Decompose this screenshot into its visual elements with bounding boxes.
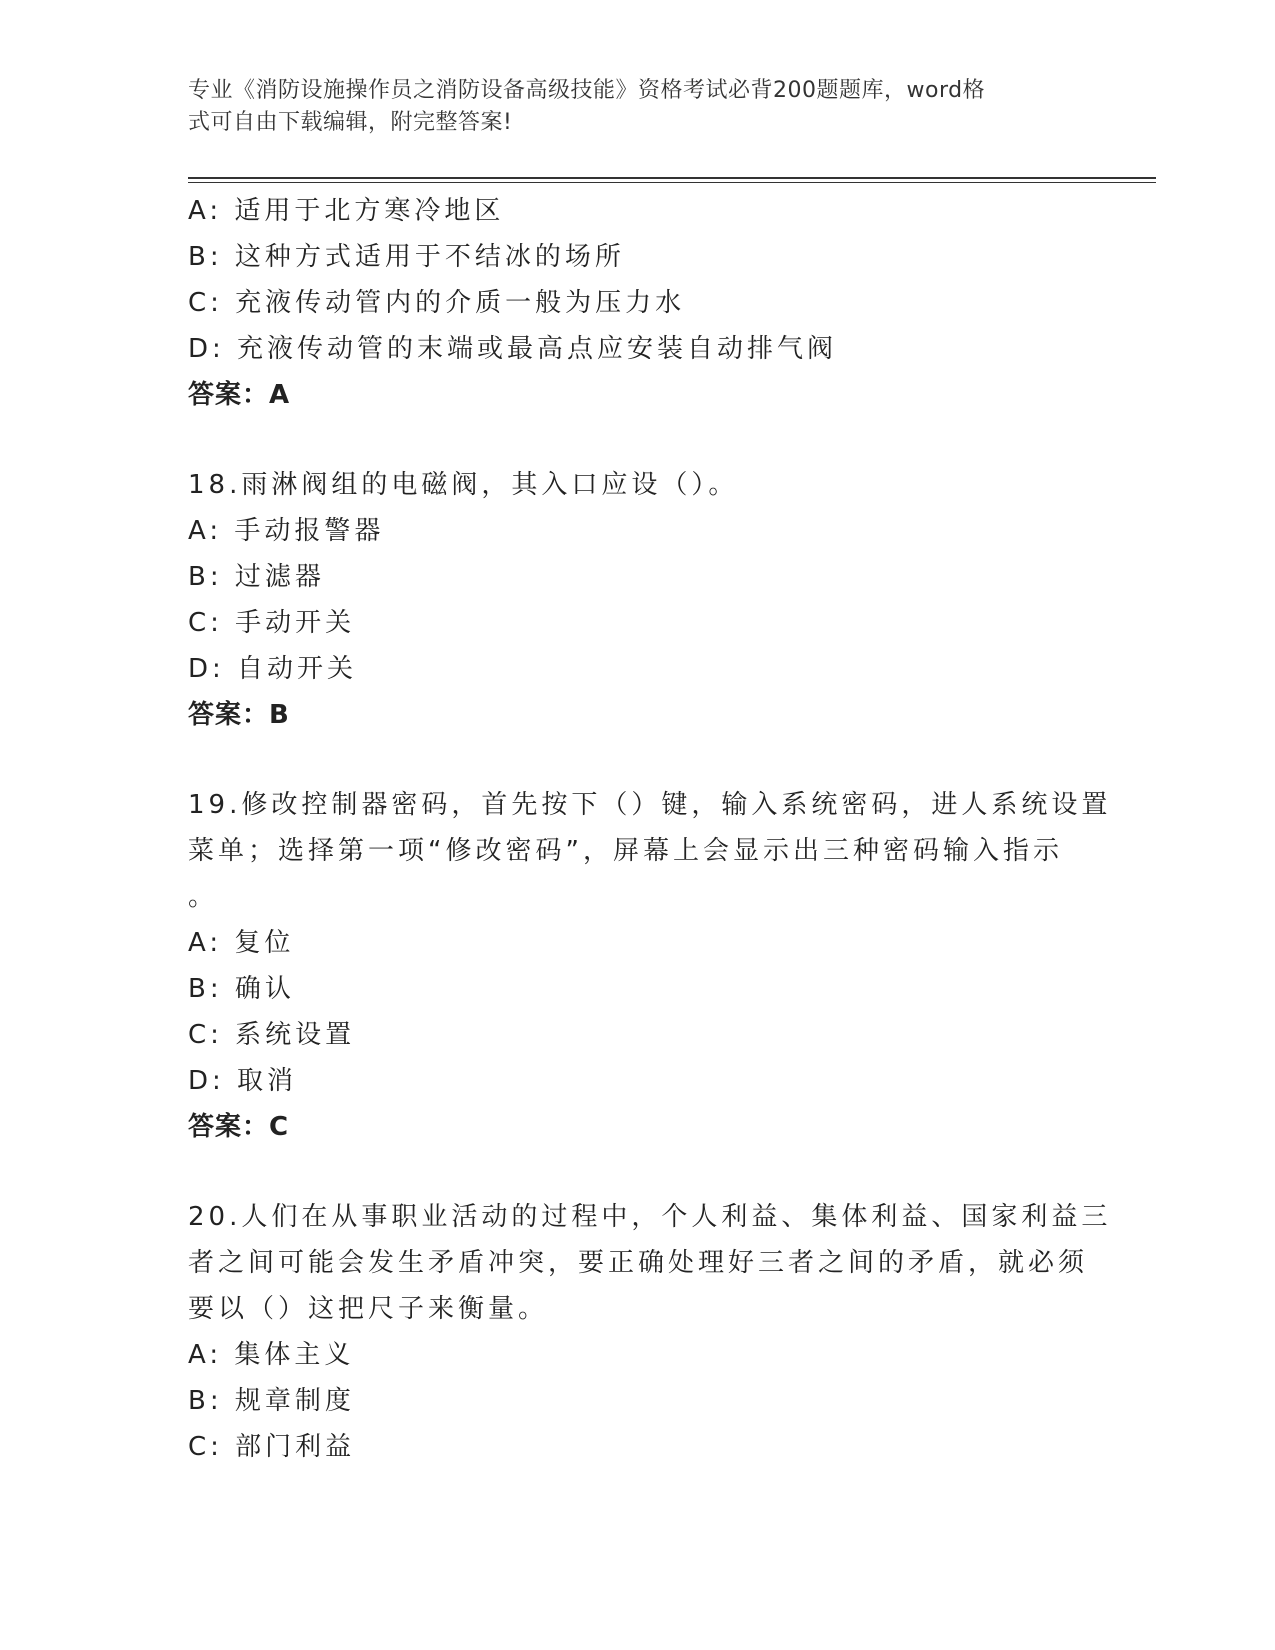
- option-d: D: 自动开关: [188, 654, 358, 684]
- question-text-line-1: 19.修改控制器密码，首先按下（）键，输入系统密码，进人系统设置: [188, 790, 1112, 820]
- option-c: C: 系统设置: [188, 1020, 356, 1050]
- answer: 答案：B: [188, 700, 290, 730]
- option-b: B: 这种方式适用于不结冰的场所: [188, 242, 625, 272]
- question-17: [188, 188, 1088, 418]
- option-c: C: 充液传动管内的介质一般为压力水: [188, 288, 686, 318]
- option-c: C: 部门利益: [188, 1432, 356, 1462]
- header-line-1: 专业《消防设施操作员之消防设备高级技能》资格考试必背200题题库，word格: [188, 78, 986, 103]
- question-20: [188, 1194, 1112, 1470]
- option-d: D: 充液传动管的末端或最高点应安装自动排气阀: [188, 334, 838, 364]
- option-b: B: 规章制度: [188, 1386, 355, 1416]
- question-text-line-2: 菜单；选择第一项“修改密码”，屏幕上会显示出三种密码输入指示: [188, 836, 1063, 866]
- option-d: D: 取消: [188, 1066, 298, 1096]
- option-a: A: 集体主义: [188, 1340, 355, 1370]
- question-text-line-2: 者之间可能会发生矛盾冲突，要正确处理好三者之间的矛盾，就必须: [188, 1248, 1089, 1278]
- header-divider-thick: [188, 177, 1156, 179]
- option-c: C: 手动开关: [188, 608, 356, 638]
- question-text-line-1: 20.人们在从事职业活动的过程中，个人利益、集体利益、国家利益三: [188, 1202, 1112, 1232]
- option-a: A: 手动报警器: [188, 516, 385, 546]
- option-a: A: 适用于北方寒冷地区: [188, 196, 505, 226]
- header-line-2: 式可自由下载编辑，附完整答案!: [188, 110, 513, 135]
- question-text-line-3: 要以（）这把尺子来衡量。: [188, 1294, 549, 1324]
- document-header: [188, 75, 1068, 139]
- question-text: 18.雨淋阀组的电磁阀，其入口应设（）。: [188, 470, 739, 500]
- question-19: [188, 782, 1112, 1150]
- header-divider-thin: [188, 182, 1156, 183]
- answer: 答案：C: [188, 1112, 290, 1142]
- question-text-line-3: 。: [188, 882, 219, 912]
- answer: 答案：A: [188, 380, 291, 410]
- option-b: B: 过滤器: [188, 562, 325, 592]
- question-18: [188, 462, 1088, 738]
- option-a: A: 复位: [188, 928, 295, 958]
- question-content: [188, 188, 1112, 1470]
- option-b: B: 确认: [188, 974, 295, 1004]
